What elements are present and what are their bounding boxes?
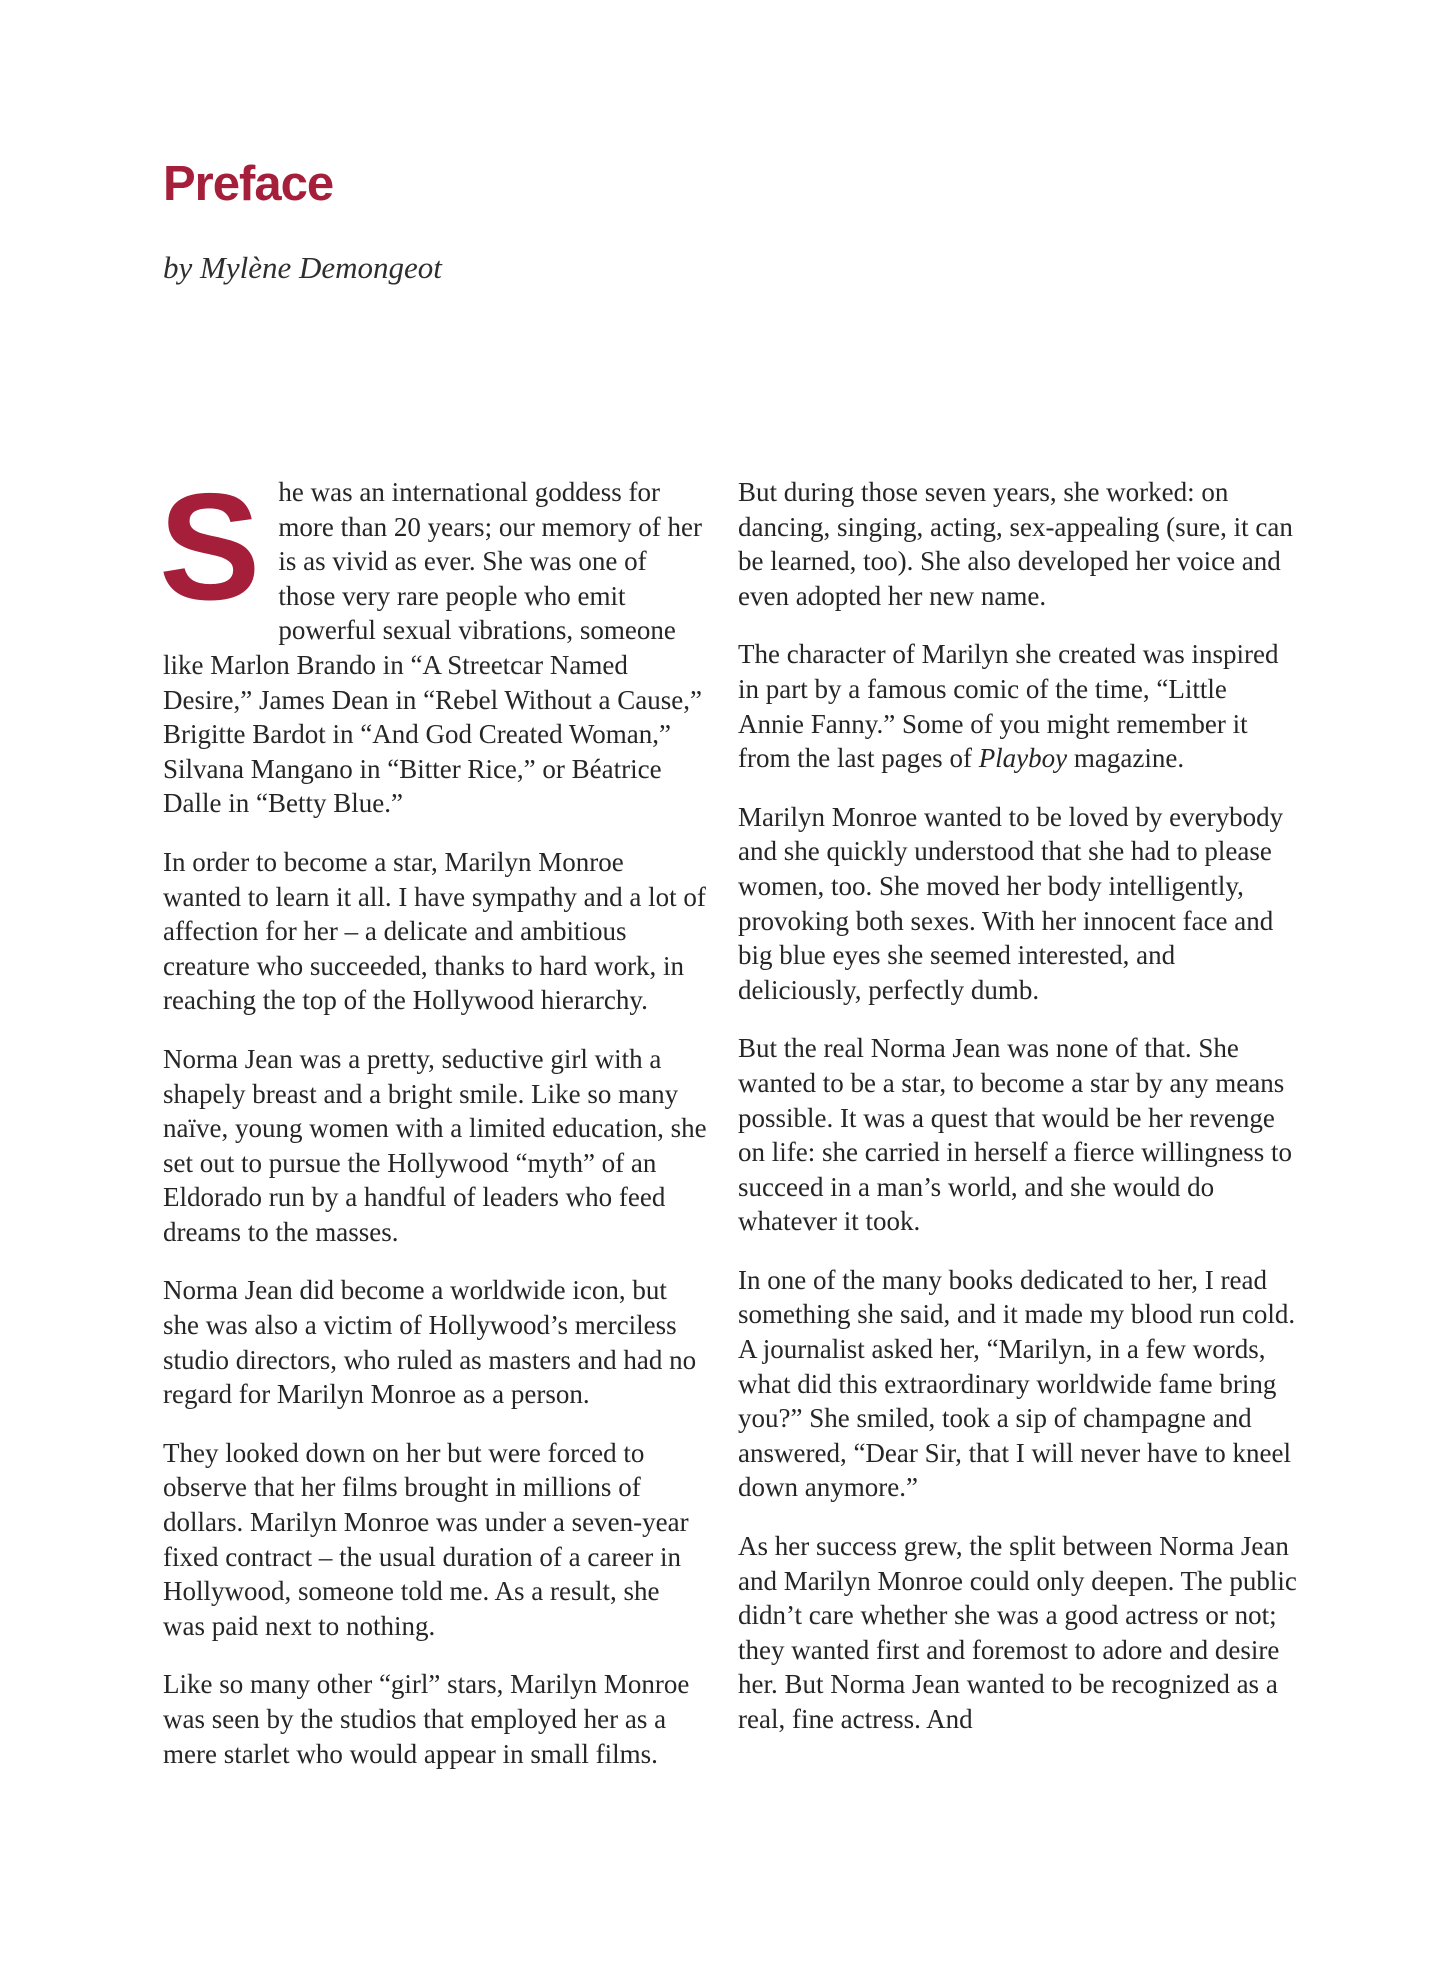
- paragraph-text: The character of Marilyn she created was inspired in part by a famous comic of the time, “Little Annie Fanny.” Some of you might remember it from the last pages of: [738, 639, 1279, 774]
- paragraph: As her success grew, the split between Norma Jean and Marilyn Monroe could only deepen. The public didn’t care whether she was a good actress or not; they wanted first and foremost to adore and desire her. But Norma Jean wanted to be recognized as a real, fine actress. And: [738, 1531, 1297, 1734]
- paragraph: [738, 637, 1298, 775]
- paragraph-text: magazine.: [1067, 743, 1185, 774]
- paragraph: Marilyn Monroe wanted to be loved by everybody and she quickly understood that she had to please women, too. She moved her body intelligently, provoking both sexes. With her innocent face and big blue eyes she seemed interested, and deliciously, perfectly dumb.: [738, 801, 1284, 1005]
- paragraph: Like so many other “girl” stars, Marilyn Monroe was seen by the studios that employed her as a mere starlet who would appear in small films.: [163, 1669, 690, 1769]
- paragraph: But the real Norma Jean was none of that. She wanted to be a star, to become a star by any means possible. It was a quest that would be her revenge on life: she carried in herself a fierce willingness to succeed in a man’s world, and she would do whatever it took.: [738, 1033, 1293, 1237]
- paragraph-text: he was an international goddess for more than 20 years; our memory of her is as vivid as ever. She was one of those very rare people who emit powerful sexual vibrations, someone like Marlon Brando in “A Streetcar Named Desire,” James Dean in “Rebel Without a Cause,” Brigitte Bardot in “And God Created Woman,” Silvana Mangano in “Bitter Rice,” or Béatrice Dalle in “Betty Blue.”: [163, 477, 703, 819]
- paragraph: [159, 462, 703, 821]
- paragraph: In one of the many books dedicated to her, I read something she said, and it made my blood run cold. A journalist asked her, “Marilyn, in a few words, what did this extraordinary worldwide fame bring you?” She smiled, took a sip of champagne and answered, “Dear Sir, that I will never have to kneel down anymore.”: [738, 1264, 1296, 1503]
- paragraph: Norma Jean was a pretty, seductive girl with a shapely breast and a bright smile. Like so many naïve, young women with a limited education, she set out to pursue the Hollywood “myth” of an Eldorado run by a handful of leaders who feed dreams to the masses.: [163, 1043, 707, 1247]
- page-title: Preface: [163, 157, 334, 211]
- drop-cap: S: [159, 462, 261, 632]
- author-byline: by Mylène Demongeot: [163, 250, 442, 285]
- paragraph: Norma Jean did become a worldwide icon, but she was also a victim of Hollywood’s merciless studio directors, who ruled as masters and had no regard for Marilyn Monroe as a person.: [163, 1275, 697, 1410]
- left-column: [159, 462, 708, 1795]
- magazine-title: Playboy: [978, 743, 1068, 774]
- right-column: [738, 475, 1298, 1761]
- paragraph: They looked down on her but were forced to observe that her films brought in millions of dollars. Marilyn Monroe was under a seven-year fixed contract – the usual duration of a career in Hollywood, someone told me. As a result, she was paid next to nothing.: [163, 1437, 689, 1641]
- paragraph: But during those seven years, she worked: on dancing, singing, acting, sex-appealing (sure, it can be learned, too). She also developed her voice and even adopted her new name.: [738, 477, 1293, 611]
- paragraph: In order to become a star, Marilyn Monroe wanted to learn it all. I have sympathy and a lot of affection for her – a delicate and ambitious creature who succeeded, thanks to hard work, in reaching the top of the Hollywood hierarchy.: [163, 846, 706, 1016]
